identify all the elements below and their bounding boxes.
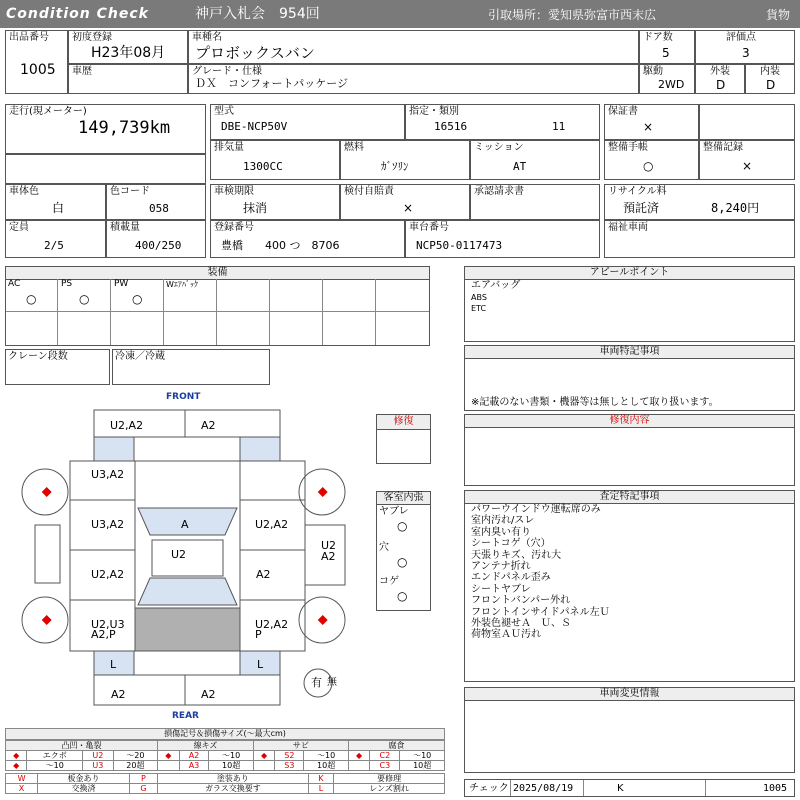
- appeal-title: アピールポイント: [465, 267, 794, 280]
- displacement: 1300CC: [243, 160, 283, 173]
- mark-left-rear-bottom: A2,P: [91, 628, 116, 641]
- score-cell: [695, 30, 795, 64]
- legend-code: S2: [275, 751, 304, 761]
- chassis-number: NCP50-0117473: [416, 239, 503, 252]
- inspection-note: 外装色褪せＡ Ｕ、Ｓ: [471, 618, 571, 630]
- repair-box: [376, 414, 431, 464]
- legend-size: 〜20: [113, 751, 157, 761]
- header-bar: [0, 0, 800, 28]
- equip-mark-ps: ○: [79, 292, 90, 306]
- interior-cell: [745, 64, 795, 94]
- repair-content-title: 修復内容: [465, 415, 794, 428]
- mileage-extra-cell: [5, 154, 206, 184]
- legend-group-dent: 凸凹・亀裂: [6, 741, 158, 751]
- appeal-line-etc: ETC: [471, 304, 487, 313]
- fuel-cell: [340, 140, 470, 180]
- equip-mark-ac: ○: [26, 292, 37, 306]
- service-book-label: 整備手帳: [608, 142, 648, 153]
- legend-code-g: G: [130, 784, 158, 794]
- model-cell: [210, 104, 405, 140]
- inspection-expiry-cell: [210, 184, 340, 220]
- drive-cell: [639, 64, 695, 94]
- capacity: 2/5: [44, 239, 64, 252]
- history-cell: [68, 64, 188, 94]
- appeal-line-abs: ABS: [471, 293, 487, 302]
- warranty-label: 保証書: [608, 106, 638, 117]
- inspection-notes-list: [471, 504, 610, 641]
- cabin-tear-label: ヤブレ: [379, 506, 409, 517]
- service-book: ○: [643, 159, 654, 173]
- transmission: AT: [513, 160, 527, 173]
- car-diagram: [0, 400, 375, 710]
- repair-content-panel: [464, 414, 795, 486]
- first-registration-cell: [68, 30, 188, 64]
- recycle-fee: 8,240円: [711, 201, 760, 215]
- grade: ＤＸ コンフォートパッケージ: [195, 77, 349, 90]
- inspection-note: アンテナ折れ: [471, 561, 531, 573]
- plate-number: 豊橋 400 つ 8706: [221, 239, 340, 252]
- body-color-label: 車体色: [9, 186, 39, 197]
- body-color: 白: [52, 201, 65, 215]
- legend-code-l-text: レンズ割れ: [334, 784, 445, 794]
- insurance: ×: [403, 201, 414, 215]
- load-capacity: 400/250: [135, 239, 182, 252]
- repair-title: 修復: [377, 415, 430, 430]
- classification: 11: [552, 120, 566, 133]
- inspection-expiry: 抹消: [243, 201, 268, 215]
- mark-left-mid: U2,A2: [91, 568, 125, 581]
- equip-label-ac: AC: [8, 279, 21, 289]
- legend-code-l: L: [308, 784, 333, 794]
- mark-front-right: A2: [201, 419, 216, 432]
- auction-name: 神戸入札会 954回: [195, 6, 320, 22]
- load-label: 積載量: [110, 222, 140, 233]
- insurance-cell: [340, 184, 470, 220]
- legend-code: C3: [370, 761, 400, 771]
- inspection-note: フロントバンパー外れ: [471, 595, 571, 607]
- warranty-blank-cell: [699, 104, 795, 140]
- change-info-panel: [464, 687, 795, 773]
- displacement-cell: [210, 140, 340, 180]
- checker-initial: K: [617, 783, 624, 794]
- mark-right-lamp: L: [257, 658, 264, 671]
- inspection-note: エンドパネル歪み: [471, 572, 551, 584]
- mark-rear-left: A2: [111, 688, 126, 701]
- car-name: プロボックスバン: [195, 44, 315, 62]
- grade-label: グレード・仕様: [192, 66, 262, 77]
- model: DBE-NCP50V: [221, 120, 288, 133]
- mark-left-front-door: U3,A2: [91, 518, 125, 531]
- chassis-label: 車台番号: [409, 222, 449, 233]
- legend-symbol: ◆: [6, 751, 27, 761]
- doors-label: ドア数: [643, 32, 673, 43]
- legend-code-x: X: [6, 784, 38, 794]
- legend-text: エクボ: [27, 751, 83, 761]
- legend-code: U3: [83, 761, 114, 771]
- service-book-cell: [604, 140, 699, 180]
- lot-number-label: 出品番号: [9, 32, 49, 43]
- mark-hood-area: A: [181, 518, 189, 531]
- transmission-label: ミッション: [474, 142, 524, 153]
- legend-size: 10超: [400, 761, 445, 771]
- legend-title: 損傷記号＆損傷サイズ(〜最大cm): [5, 728, 445, 740]
- footer-bar: [464, 779, 795, 797]
- lot-number: 1005: [20, 62, 56, 78]
- check-label: チェック: [469, 783, 509, 794]
- service-record-label: 整備記録: [703, 142, 743, 153]
- displacement-label: 排気量: [214, 142, 244, 153]
- pickup-location: 引取場所：愛知県弥富市西末広: [488, 8, 657, 22]
- designation: 16516: [434, 120, 468, 133]
- recycle-cell: [604, 184, 795, 220]
- cabin-hole-mark: ○: [397, 555, 408, 569]
- header-title: Condition Check: [6, 6, 149, 22]
- score-label: 評価点: [726, 32, 756, 43]
- history-label: 車歴: [72, 66, 92, 77]
- appeal-line-airbag: エアバッグ: [471, 280, 521, 291]
- approval-cell: [470, 184, 600, 220]
- mark-rear-right: A2: [201, 688, 216, 701]
- crane-cell: [5, 349, 110, 385]
- legend-code: U2: [83, 751, 114, 761]
- legend-group-rust: サビ: [253, 741, 348, 751]
- legend-size: 〜10: [209, 751, 253, 761]
- legend-group-scratch: 線キズ: [158, 741, 254, 751]
- legend-code-k: K: [308, 774, 333, 784]
- mark-left-lamp: L: [110, 658, 117, 671]
- cabin-panel: [376, 491, 431, 611]
- equip-mark-pw: ○: [132, 292, 143, 306]
- special-notes-panel: [464, 345, 795, 411]
- inspection-note: 室内臭い有り: [471, 526, 531, 538]
- equip-label-ps: PS: [61, 279, 73, 289]
- transmission-cell: [470, 140, 600, 180]
- legend-text: 〜10: [27, 761, 83, 771]
- appeal-panel: [464, 266, 795, 342]
- grade-cell: [188, 64, 639, 94]
- mileage-cell: [5, 104, 206, 154]
- mark-front-left: U2,A2: [110, 419, 144, 432]
- doors-cell: [639, 30, 695, 64]
- mark-fl-fender: U3,A2: [91, 468, 125, 481]
- special-notes-title: 車両特記事項: [465, 346, 794, 359]
- capacity-label: 定員: [9, 222, 29, 233]
- body-color-cell: [5, 184, 106, 220]
- color-code: 058: [149, 202, 169, 215]
- legend-table: [5, 740, 445, 771]
- legend-code-w: W: [6, 774, 38, 784]
- interior-grade: D: [766, 78, 776, 92]
- first-registration: H23年08月: [91, 45, 166, 61]
- front-label: FRONT: [166, 392, 201, 402]
- legend-code-g-text: ガラス交換要す: [157, 784, 308, 794]
- recycle-label: リサイクル料: [608, 186, 667, 197]
- mark-right-front-door: U2,A2: [255, 518, 289, 531]
- cabin-hole-label: 穴: [379, 542, 389, 553]
- inspection-note: パワーウインドウ運転席のみ: [471, 504, 601, 515]
- load-cell: [106, 220, 206, 258]
- mileage-label: 走行(現メーター): [9, 106, 87, 117]
- lot-number-cell: [5, 30, 68, 94]
- equip-label-pw: PW: [114, 279, 129, 289]
- equipment-title: 装備: [6, 267, 429, 280]
- interior-label: 内装: [760, 66, 780, 77]
- inspection-note: シートコゲ（穴）: [471, 538, 551, 550]
- check-date: 2025/08/19: [513, 783, 574, 794]
- inspection-notes-panel: [464, 490, 795, 682]
- service-record-cell: [699, 140, 795, 180]
- fuel: ｶﾞｿﾘﾝ: [381, 160, 409, 173]
- vehicle-category: 貨物: [766, 8, 791, 22]
- car-name-label: 車種名: [192, 32, 222, 43]
- exterior-cell: [695, 64, 745, 94]
- exterior-grade: D: [716, 78, 726, 92]
- change-info-title: 車両変更情報: [465, 688, 794, 701]
- designation-label: 指定・類別: [409, 106, 459, 117]
- crane-label: クレーン段数: [8, 351, 68, 362]
- inspection-note: 天張りキズ、汚れ大: [471, 549, 562, 561]
- legend-codes-table: [5, 773, 445, 794]
- plate-cell: [210, 220, 405, 258]
- legend-code-k-text: 要修理: [334, 774, 445, 784]
- freezer-label: 冷凍／冷蔵: [115, 351, 165, 362]
- insurance-label: 検付自賠責: [344, 186, 394, 197]
- warranty: ×: [643, 120, 654, 134]
- score: 3: [742, 46, 750, 60]
- mark-center: U2: [171, 548, 187, 561]
- welfare-label: 福祉車両: [608, 222, 648, 233]
- legend-code-x-text: 交換済: [38, 784, 130, 794]
- inspection-note: シートヤブレ: [471, 583, 531, 595]
- legend-code-w-text: 板金あり: [38, 774, 130, 784]
- legend-size: 〜10: [400, 751, 445, 761]
- legend-code: A2: [179, 751, 209, 761]
- mileage: 149,739km: [78, 118, 171, 138]
- fuel-label: 燃料: [344, 142, 364, 153]
- cabin-burn-mark: ○: [397, 589, 408, 603]
- footer-lot-number: 1005: [763, 783, 788, 794]
- spare-tire-present: 有: [311, 676, 322, 689]
- model-label: 型式: [214, 106, 234, 117]
- service-record: ×: [742, 159, 753, 173]
- equip-label-wairbag: Wｴｱﾊﾞｯｸ: [166, 280, 198, 289]
- legend-code: C2: [370, 751, 400, 761]
- mark-right-rear-bottom: P: [255, 628, 262, 641]
- recycle-status: 預託済: [623, 201, 660, 215]
- inspection-expiry-label: 車検期限: [214, 186, 254, 197]
- legend-size: 20超: [113, 761, 157, 771]
- rear-label: REAR: [172, 711, 199, 721]
- mark-right-rear-top: U2,A2: [255, 618, 289, 631]
- freezer-cell: [112, 349, 270, 385]
- color-code-label: 色コード: [110, 186, 150, 197]
- legend-symbol: ◆: [158, 751, 179, 761]
- doors: 5: [662, 46, 670, 60]
- capacity-cell: [5, 220, 106, 258]
- inspection-notes-title: 査定特記事項: [465, 491, 794, 504]
- mark-right-mid: A2: [256, 568, 271, 581]
- spare-tire-none: 無: [327, 677, 337, 688]
- approval-label: 承認請求書: [474, 186, 524, 197]
- inspection-note: 荷物室ＡＵ汚れ: [471, 629, 541, 641]
- legend-symbol: ◆: [6, 761, 27, 771]
- legend-code: A3: [179, 761, 209, 771]
- chassis-cell: [405, 220, 600, 258]
- color-code-cell: [106, 184, 206, 220]
- special-notes-text: ※記載のない書類・機器等は無しとして取り扱います。: [471, 397, 719, 408]
- mark-right-side: U2 A2: [321, 539, 337, 563]
- warranty-cell: [604, 104, 699, 140]
- drive-label: 駆動: [643, 66, 663, 77]
- car-name-cell: [188, 30, 639, 64]
- designation-cell: [405, 104, 600, 140]
- welfare-cell: [604, 220, 795, 258]
- cabin-tear-mark: ○: [397, 519, 408, 533]
- cabin-title: 客室内張: [377, 492, 430, 505]
- legend-group-corrosion: 腐食: [348, 741, 444, 751]
- mark-left-rear-top: U2,U3: [91, 618, 125, 631]
- damage-legend: [5, 728, 445, 798]
- plate-label: 登録番号: [214, 222, 254, 233]
- legend-size: 10超: [209, 761, 253, 771]
- equipment-panel: [5, 266, 430, 346]
- legend-code-p: P: [130, 774, 158, 784]
- exterior-label: 外装: [710, 66, 730, 77]
- first-registration-label: 初度登録: [72, 32, 112, 43]
- legend-symbol: ◆: [253, 751, 274, 761]
- legend-symbol: ◆: [348, 751, 369, 761]
- drive: 2WD: [658, 78, 685, 91]
- legend-code: S3: [275, 761, 304, 771]
- inspection-note: フロントインサイドパネル左Ｕ: [471, 606, 610, 618]
- cabin-burn-label: コゲ: [379, 576, 399, 587]
- inspection-note: 室内汚れ/スレ: [471, 515, 535, 527]
- legend-code-p-text: 塗装あり: [157, 774, 308, 784]
- legend-size: 10超: [304, 761, 348, 771]
- legend-size: 〜10: [304, 751, 348, 761]
